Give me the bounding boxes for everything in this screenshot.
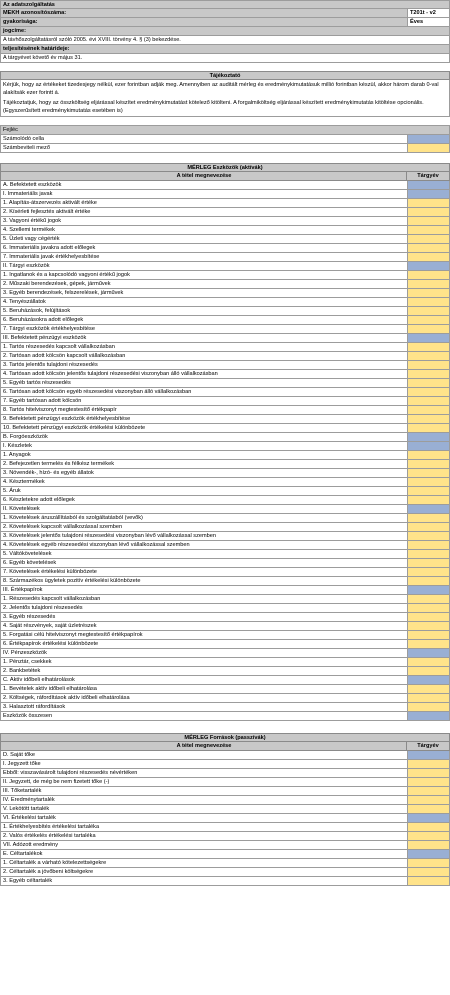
assets-row [0, 253, 450, 262]
input-cell[interactable] [407, 805, 449, 813]
assets-row-label: 1. Alapítás-átszervezés aktivált értéke [3, 200, 97, 206]
assets-row-label: 4. Követelések egyéb részesedési viszonyban lévő vállalkozással szemben [3, 542, 190, 548]
input-cell[interactable] [407, 451, 449, 459]
assets-row-label: 1. Bevételek aktív időbeli elhatárolása [3, 686, 97, 692]
assets-rows [0, 181, 450, 721]
info-row-label: gyakorisága: [3, 19, 38, 25]
computed-cell [407, 442, 449, 450]
assets-row [0, 307, 450, 316]
info-row-value: T201t - v2 [407, 9, 449, 17]
assets-row-label: 1. Pénztár, csekkek [3, 659, 52, 665]
input-cell[interactable] [407, 640, 449, 648]
assets-row [0, 496, 450, 505]
assets-column-header [0, 172, 450, 181]
assets-row-label: 6. Készletekre adott előlegek [3, 497, 75, 503]
assets-row [0, 433, 450, 442]
assets-row [0, 478, 450, 487]
liabilities-col-year: Tárgyév [406, 742, 449, 750]
liabilities-title: MÉRLEG Források (passzívák) [0, 733, 450, 742]
liabilities-row [0, 787, 450, 796]
assets-row-label: 1. Követelések áruszállításból és szolgáltatásból (vevők) [3, 515, 143, 521]
assets-row [0, 649, 450, 658]
assets-row [0, 298, 450, 307]
input-cell[interactable] [407, 778, 449, 786]
assets-row [0, 325, 450, 334]
computed-cell [407, 814, 449, 822]
assets-row-label: Eszközök összesen [3, 713, 53, 719]
assets-row-label: 2. Követelések kapcsolt vállalkozással szemben [3, 524, 123, 530]
input-cell[interactable] [407, 370, 449, 378]
assets-row [0, 199, 450, 208]
legend [0, 125, 450, 153]
assets-row-label: 6. Beruházásokra adott előlegek [3, 317, 84, 323]
assets-row [0, 244, 450, 253]
assets-row [0, 379, 450, 388]
assets-row [0, 352, 450, 361]
input-cell[interactable] [407, 235, 449, 243]
assets-row [0, 316, 450, 325]
input-cell[interactable] [407, 226, 449, 234]
computed-cell [407, 190, 449, 198]
input-cell[interactable] [407, 703, 449, 711]
assets-row-label: 5. Váltókövetelések [3, 551, 52, 557]
assets-row-label: 5. Áruk [3, 488, 21, 494]
input-cell[interactable] [407, 595, 449, 603]
input-cell[interactable] [407, 415, 449, 423]
info-row [0, 9, 450, 18]
assets-row-label: 7. Immateriális javak értékhelyesbítése [3, 254, 100, 260]
liabilities-row-label: 2. Valós értékelés értékelési tartaléka [3, 833, 96, 839]
assets-row [0, 397, 450, 406]
input-cell[interactable] [407, 406, 449, 414]
assets-row [0, 370, 450, 379]
assets-row [0, 550, 450, 559]
assets-col-year: Tárgyév [406, 172, 449, 180]
input-cell[interactable] [407, 289, 449, 297]
assets-row-label: II. Követelések [3, 506, 40, 512]
info-row [0, 54, 450, 63]
liabilities-row [0, 832, 450, 841]
assets-row-label: B. Forgóeszközök [3, 434, 48, 440]
assets-col-name: A tétel megnevezése [176, 173, 232, 179]
computed-cell [407, 262, 449, 270]
assets-row [0, 460, 450, 469]
liabilities-row [0, 796, 450, 805]
liabilities-row [0, 877, 450, 886]
assets-row-label: 5. Egyéb tartós részesedés [3, 380, 71, 386]
input-cell[interactable] [407, 694, 449, 702]
computed-cell [407, 649, 449, 657]
input-cell[interactable] [407, 760, 449, 768]
notice-text-1: Kérjük, hogy az értékeket tizedesjegy nélkül, ezer forintban adják meg. Amennyiben az auditált mérleg és eredménykimutatásuk millió forintban készül, akkor három darab 0-val alakítsák ezer forintt á. [0, 80, 450, 98]
assets-row-label: 9. Befektetett pénzügyi eszközök értékhelyesbítése [3, 416, 131, 422]
input-cell[interactable] [407, 352, 449, 360]
input-cell[interactable] [407, 316, 449, 324]
computed-cell [407, 676, 449, 684]
assets-row-label: 3. Vagyoni értékű jogok [3, 218, 62, 224]
notice-text-2: Tájékoztatjuk, hogy az összköltség eljárással készítet eredménykimutatást kötelező kitölteni. A forgalmiköltség eljárással készített eredménykimutatás kitöltése opcionális. (Egyszerűsített eredménykimutatás esetében is) [0, 98, 450, 117]
input-cell[interactable] [407, 577, 449, 585]
assets-row-label: III. Értékpapírok [3, 587, 43, 593]
input-cell[interactable] [407, 868, 449, 876]
input-cell[interactable] [407, 199, 449, 207]
legend-label: Számbeviteli mező [3, 145, 50, 151]
input-cell[interactable] [407, 541, 449, 549]
assets-row [0, 388, 450, 397]
assets-row [0, 694, 450, 703]
assets-row-label: 2. Műszaki berendezések, gépek, járművek [3, 281, 111, 287]
input-cell[interactable] [407, 298, 449, 306]
assets-row [0, 514, 450, 523]
info-row-label: jogcíme: [3, 28, 27, 34]
assets-row-label: 1. Anyagok [3, 452, 31, 458]
assets-row-label: 4. Tartósan adott kölcsön jelentős tulajdoni részesedési viszonyban álló vállalkozásban [3, 371, 218, 377]
liabilities-row-label: II. Jegyzett, de még be nem fizetett tőke (-) [3, 779, 110, 785]
assets-row-label: 6. Immateriális javakra adott előlegek [3, 245, 96, 251]
liabilities-row-label: VI. Értékelési tartalék [3, 815, 56, 821]
liabilities-row [0, 868, 450, 877]
assets-row-label: A. Befektetett eszközök [3, 182, 62, 188]
liabilities-row-label: D. Saját tőke [3, 752, 36, 758]
input-cell[interactable] [407, 532, 449, 540]
input-cell[interactable] [407, 487, 449, 495]
info-row-label: A távhőszolgáltatásról szóló 2005. évi XVIII. törvény 4. § (3) bekezdése. [3, 37, 181, 43]
computed-cell [407, 586, 449, 594]
assets-row [0, 703, 450, 712]
input-cell[interactable] [407, 244, 449, 252]
assets-row [0, 712, 450, 721]
assets-row-label: I. Készletek [3, 443, 32, 449]
liabilities-row-label: III. Tőketartalék [3, 788, 42, 794]
liabilities-row [0, 751, 450, 760]
assets-row-label: 3. Tartós jelentős tulajdoni részesedés [3, 362, 98, 368]
info-title: Az adatszolgáltatás [3, 2, 55, 8]
info-row-value: Éves [407, 18, 449, 26]
assets-row-label: 2. Befejezetlen termelés és félkész termékek [3, 461, 114, 467]
assets-row [0, 532, 450, 541]
liabilities-row-label: V. Lekötött tartalék [3, 806, 50, 812]
liabilities-row [0, 841, 450, 850]
liabilities-row [0, 859, 450, 868]
input-cell[interactable] [407, 787, 449, 795]
info-rows [0, 9, 450, 63]
assets-row-label: 4. Tenyészállatok [3, 299, 46, 305]
input-cell[interactable] [407, 685, 449, 693]
info-row [0, 18, 450, 27]
assets-row-label: 6. Tartósan adott kölcsön egyéb részesedési viszonyban álló vállalkozásban [3, 389, 192, 395]
assets-row [0, 568, 450, 577]
liabilities-column-header [0, 742, 450, 751]
liabilities-row [0, 769, 450, 778]
assets-row-label: 3. Követelések jelentős tulajdoni részesedési viszonyban lévő vállalkozással szemben [3, 533, 216, 539]
liabilities-col-name: A tétel megnevezése [176, 743, 232, 749]
info-row [0, 45, 450, 54]
notice-title: Tájékoztató [0, 71, 450, 80]
input-cell[interactable] [407, 424, 449, 432]
assets-row [0, 604, 450, 613]
assets-row-label: 2. Jelentős tulajdoni részesedés [3, 605, 83, 611]
input-cell[interactable] [407, 397, 449, 405]
input-cell[interactable] [407, 823, 449, 831]
legend-label: Számolódó cella [3, 136, 45, 142]
liabilities-row-label: 2. Céltartalék a jövőbeni költségekre [3, 869, 94, 875]
assets-row [0, 451, 450, 460]
input-cell[interactable] [407, 523, 449, 531]
input-cell[interactable] [407, 325, 449, 333]
input-cell[interactable] [407, 343, 449, 351]
assets-row-label: 1. Ingatlanok és a kapcsolódó vagyoni értékű jogok [3, 272, 130, 278]
info-row-label: MEKH azonosítószáma: [3, 10, 67, 16]
assets-row-label: 3. Egyéb részesedés [3, 614, 56, 620]
assets-row [0, 559, 450, 568]
assets-row-label: 2. Tartósan adott kölcsön kapcsolt vállalkozásban [3, 353, 126, 359]
liabilities-rows [0, 751, 450, 886]
assets-row [0, 577, 450, 586]
input-cell[interactable] [407, 496, 449, 504]
assets-row [0, 217, 450, 226]
assets-row-label: 3. Halasztott ráfordítások [3, 704, 66, 710]
computed-cell [407, 433, 449, 441]
input-cell[interactable] [407, 841, 449, 849]
legend-swatch [407, 135, 449, 143]
assets-row-label: II. Tárgyi eszközök [3, 263, 50, 269]
assets-row-label: 8. Tartós hitelviszonyt megtestesítő értékpapír [3, 407, 117, 413]
assets-row-label: 2. Kísérleti fejlesztés aktivált értéke [3, 209, 91, 215]
input-cell[interactable] [407, 208, 449, 216]
input-cell[interactable] [407, 280, 449, 288]
input-cell[interactable] [407, 559, 449, 567]
assets-row [0, 406, 450, 415]
assets-row [0, 541, 450, 550]
input-cell[interactable] [407, 253, 449, 261]
input-cell[interactable] [407, 271, 449, 279]
assets-row-label: 5. Üzleti vagy cégérték [3, 236, 60, 242]
assets-row-label: 1. Részesedés kapcsolt vállalkozásban [3, 596, 101, 602]
assets-row [0, 181, 450, 190]
assets-row [0, 505, 450, 514]
input-cell[interactable] [407, 613, 449, 621]
liabilities-row-label: Ebből: visszavásárolt tulajdoni részesedés névértéken [3, 770, 138, 776]
assets-row-label: 4. Szellemi termékek [3, 227, 55, 233]
input-cell[interactable] [407, 469, 449, 477]
computed-cell [407, 850, 449, 858]
legend-item [0, 144, 450, 153]
assets-row-label: 6. Értékpapírok értékelési különbözete [3, 641, 99, 647]
info-row [0, 36, 450, 45]
liabilities-row [0, 814, 450, 823]
input-cell[interactable] [407, 478, 449, 486]
assets-row [0, 586, 450, 595]
assets-row [0, 442, 450, 451]
assets-row [0, 631, 450, 640]
info-title-row [0, 0, 450, 9]
assets-row [0, 334, 450, 343]
assets-row-label: 5. Beruházások, felújítások [3, 308, 71, 314]
assets-row [0, 361, 450, 370]
assets-row [0, 424, 450, 433]
input-cell[interactable] [407, 388, 449, 396]
legend-item [0, 126, 450, 135]
liabilities-row-label: VII. Adózott eredmény [3, 842, 59, 848]
assets-row-label: I. Immateriális javak [3, 191, 53, 197]
assets-row [0, 280, 450, 289]
assets-row [0, 289, 450, 298]
assets-row-label: 7. Egyéb tartósan adott kölcsön [3, 398, 82, 404]
assets-row [0, 595, 450, 604]
input-cell[interactable] [407, 769, 449, 777]
assets-row-label: 4. Saját részvények, saját üzletrészek [3, 623, 97, 629]
liabilities-row [0, 778, 450, 787]
assets-row-label: 2. Bankbetétek [3, 668, 41, 674]
input-cell[interactable] [407, 568, 449, 576]
assets-row [0, 271, 450, 280]
assets-title: MÉRLEG Eszközök (aktívák) [0, 163, 450, 172]
assets-row-label: 10. Befektetett pénzügyi eszközök értékelési különbözete [3, 425, 146, 431]
liabilities-row [0, 805, 450, 814]
assets-row [0, 487, 450, 496]
liabilities-row-label: IV. Eredménytartalék [3, 797, 55, 803]
assets-row-label: 3. Növendék-, hízó- és egyéb állatok [3, 470, 94, 476]
info-row [0, 27, 450, 36]
input-cell[interactable] [407, 307, 449, 315]
input-cell[interactable] [407, 361, 449, 369]
assets-row [0, 613, 450, 622]
legend-item [0, 135, 450, 144]
input-cell[interactable] [407, 859, 449, 867]
input-cell[interactable] [407, 217, 449, 225]
computed-cell [407, 751, 449, 759]
assets-row [0, 343, 450, 352]
info-row-label: A tárgyévet követő év május 31. [3, 55, 83, 61]
assets-row-label: 8. Származékos ügyletek pozitív értékelési különbözete [3, 578, 141, 584]
assets-row-label: 2. Költségek, ráfordítások aktív időbeli elhatárolása [3, 695, 130, 701]
info-row-label: teljesítésének határideje: [3, 46, 70, 52]
assets-row [0, 190, 450, 199]
assets-row [0, 235, 450, 244]
liabilities-row-label: 3. Egyéb céltartalék [3, 878, 53, 884]
assets-row [0, 415, 450, 424]
assets-row-label: C. Aktív időbeli elhatárolások [3, 677, 75, 683]
assets-row [0, 523, 450, 532]
input-cell[interactable] [407, 379, 449, 387]
computed-cell [407, 505, 449, 513]
input-cell[interactable] [407, 667, 449, 675]
input-cell[interactable] [407, 550, 449, 558]
liabilities-row-label: I. Jegyzett tőke [3, 761, 41, 767]
computed-cell [407, 181, 449, 189]
assets-row [0, 622, 450, 631]
liabilities-row [0, 823, 450, 832]
assets-row-label: 5. Forgatási célú hitelviszonyt megtestesítő értékpapírok [3, 632, 143, 638]
assets-row-label: 7. Követelések értékelési különbözete [3, 569, 97, 575]
input-cell[interactable] [407, 460, 449, 468]
assets-row [0, 676, 450, 685]
liabilities-row-label: E. Céltartalékok [3, 851, 43, 857]
assets-row [0, 262, 450, 271]
assets-row [0, 667, 450, 676]
input-cell[interactable] [407, 832, 449, 840]
assets-row [0, 226, 450, 235]
input-cell[interactable] [407, 631, 449, 639]
assets-row-label: 7. Tárgyi eszközök értékhelyesbítése [3, 326, 95, 332]
liabilities-row [0, 760, 450, 769]
computed-cell [407, 712, 449, 720]
assets-row [0, 685, 450, 694]
legend-swatch [407, 144, 449, 152]
input-cell[interactable] [407, 796, 449, 804]
liabilities-row-label: 1. Céltartalék a várható kötelezettségekre [3, 860, 107, 866]
assets-row-label: IV. Pénzeszközök [3, 650, 47, 656]
assets-row [0, 640, 450, 649]
liabilities-row-label: 1. Értékhelyesbítés értékelési tartaléka [3, 824, 100, 830]
assets-row-label: 4. Késztermékek [3, 479, 45, 485]
input-cell[interactable] [407, 658, 449, 666]
assets-row [0, 208, 450, 217]
assets-row [0, 658, 450, 667]
input-cell[interactable] [407, 877, 449, 885]
liabilities-row [0, 850, 450, 859]
input-cell[interactable] [407, 622, 449, 630]
computed-cell [407, 334, 449, 342]
assets-row-label: 6. Egyéb követelések [3, 560, 57, 566]
legend-label: Fejléc [3, 127, 18, 133]
assets-row-label: 3. Egyéb berendezések, felszerelések, járművek [3, 290, 124, 296]
assets-row [0, 469, 450, 478]
input-cell[interactable] [407, 604, 449, 612]
assets-row-label: 1. Tartós részesedés kapcsolt vállalkozásban [3, 344, 115, 350]
input-cell[interactable] [407, 514, 449, 522]
assets-row-label: III. Befektetett pénzügyi eszközök [3, 335, 87, 341]
